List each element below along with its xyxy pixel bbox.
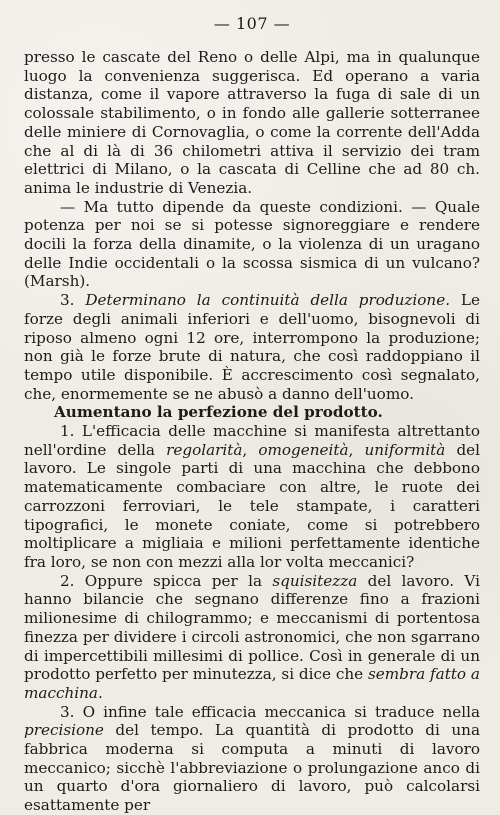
paragraph-3-prefix: 3.	[60, 291, 86, 310]
paragraph-4-emphasis-2: omogeneità	[258, 440, 349, 459]
paragraph-3	[24, 291, 480, 403]
paragraph-4-part-c: ,	[348, 440, 365, 459]
paragraph-5-part-b: del lavoro. Vi hanno bilancie che segnano differenze fino a frazioni milionesime di chilogrammo; e meccanismi di portentosa finezza per dividere i circoli astronomici, che non sgarrano di impercettibili millesimi di pollice. Così in generale di un prodotto perfetto per minutezza, si dice che	[24, 571, 480, 684]
page-text	[24, 48, 480, 815]
paragraph-6-part-a: 3. O infine tale efficacia meccanica si traduce nella	[60, 702, 480, 721]
paragraph-6	[24, 703, 480, 815]
page-number: — 107 —	[213, 14, 291, 33]
paragraph-4-emphasis-3: uniformità	[364, 440, 446, 459]
paragraph-5-emphasis-2: sembra fatto a macchina	[24, 665, 480, 702]
paragraph-5	[24, 572, 480, 703]
paragraph-4-part-d: del lavoro. Le singole parti di una macchina che debbono matematicamente combaciare con altre, le ruote dei carrozzoni ferroviari, le tele stampate, i caratteri tipografici, le monete coniate, come si potrebbero moltiplicare a migliaia e milioni perfettamente identiche fra loro, se non con mezzi alla lor volta meccanici?	[24, 440, 481, 571]
paragraph-5-emphasis-1: squisitezza	[272, 571, 358, 590]
section-heading: Aumentano la perfezione del prodotto.	[54, 403, 383, 422]
paragraph-4	[24, 422, 480, 572]
paragraph-5-part-a: 2. Oppure spicca per la	[60, 571, 273, 590]
paragraph-3-rest: Le forze degli animali inferiori e dell'uomo, bisognevoli di riposo almeno ogni 12 ore, interrompono la produzione; non già le forze brute di natura, che così raddoppiano il tempo utile disponibile. È accrescimento così segnalato, che, enormemente se ne abusò a danno dell'uomo.	[24, 291, 480, 403]
paragraph-4-part-a: 1. L'efficacia delle macchine si manifesta altrettanto nell'ordine della	[24, 422, 480, 459]
paragraph-6-part-b: del tempo. La quantità di prodotto di una fabbrica moderna si computa a minuti di lavoro meccanico; sicchè l'abbreviazione o prolungazione anco di un quarto d'ora giornaliero di lavoro, può calcolarsi esattamente per	[24, 721, 480, 815]
paragraph-5-part-c: .	[97, 683, 103, 702]
paragraph-3-title: Determinano la continuità della produzione.	[85, 291, 451, 310]
paragraph-2: — Ma tutto dipende da queste condizioni. — Quale potenza per noi se si potesse signoreggiare e rendere docili la forza della dinamite, o la violenza di un uragano delle Indie occidentali o la scossa sismica di un vulcano? (Marsh).	[24, 197, 480, 291]
paragraph-6-emphasis-1: precisione	[24, 721, 104, 740]
paragraph-4-emphasis-1: regolarità	[166, 440, 243, 459]
paragraph-4-part-b: ,	[242, 440, 259, 459]
paragraph-1: presso le cascate del Reno o delle Alpi, ma in qualunque luogo la convenienza suggerisca. Ed operano a varia distanza, come il vapore attraverso la fuga di sale di un colossale stabilimento, o in fondo alle gallerie sotterranee delle miniere di Cornovaglia, o come la corrente dell'Adda che al di là di 36 chilometri attiva il servizio dei tram elettrici di Milano, o la cascata di Celline che ad 80 ch. anima le industrie di Venezia.	[24, 48, 480, 197]
